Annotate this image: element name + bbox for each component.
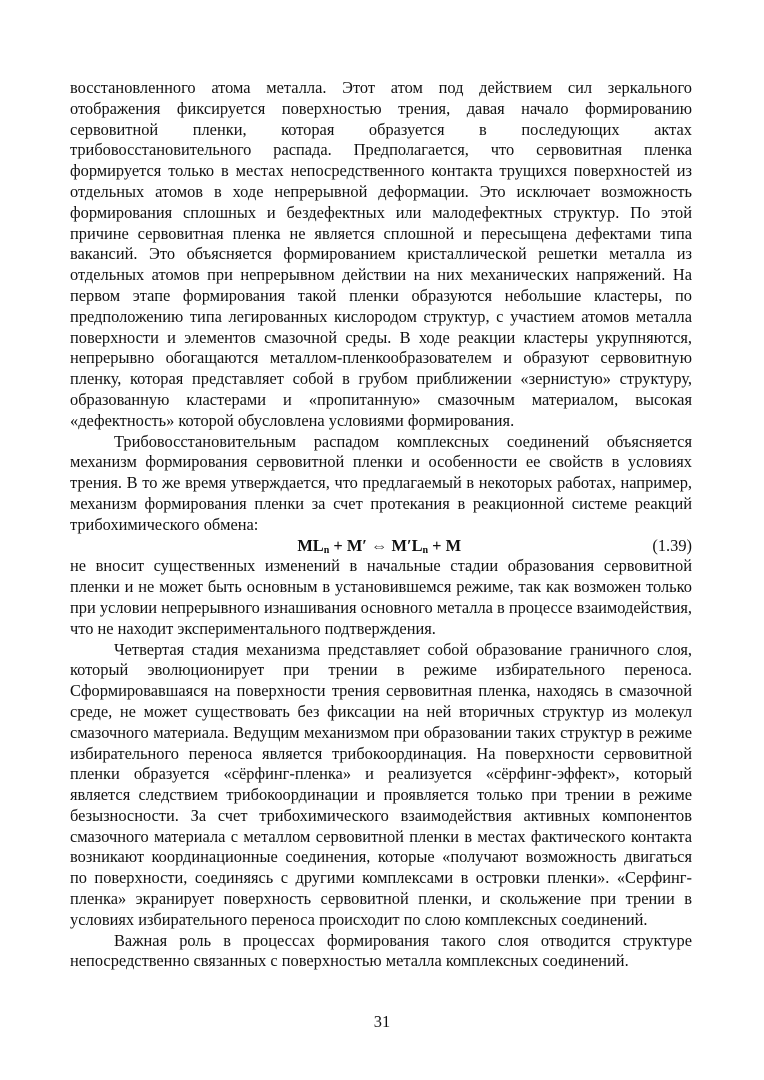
equation-number: (1.39) <box>652 535 692 555</box>
paragraph-structure-role: Важная роль в процессах формирования такого слоя отводится структуре непосредственно связанных с поверхностью металла комплексных соединений. <box>70 930 692 971</box>
paragraph-fourth-stage: Четвертая стадия механизма представляет собой образование граничного слоя, который эволюционирует при трении в режиме избирательного переноса. Сформировавшаяся на поверхности трения сервовитная пленка, находясь в смазочной среде, не может существовать без фиксации на ней вторичных структур из молекул смазочного материала. Ведущим механизмом при образовании таких структур в режиме избирательного переноса является трибокоординация. На поверхности сервовитной пленки образуется «сёрфинг-пленка» и реализуется «сёрфинг-эффект», который является следствием трибокоординации и проявляется только при трении в режиме безызносности. За счет трибохимического взаимодействия активных компонентов смазочного материала с металлом сервовитной пленки в местах фактического контакта возникают координационные соединения, которые «получают возможность двигаться по поверхности, соединяясь с другими комплексами в островки пленки». «Серфинг-пленка» экранирует поверхность сервовитной пленки, и скольжение при трении в условиях избирательного переноса происходит по слою комплексных соединений. <box>70 639 692 929</box>
body-text <box>70 78 692 972</box>
page-number: 31 <box>373 1012 391 1031</box>
paragraph-tribo-decay: Трибовосстановительным распадом комплексных соединений объясняется механизм формирования сервовитной пленки и особенности ее свойств в условиях трения. В то же время утверждается, что предлагаемый в некоторых работах, например, механизм формирования пленки за счет протекания в реакционной системе реакций трибохимического обмена: <box>70 431 692 534</box>
paragraph-continuation: восстановленного атома металла. Этот атом под действием сил зеркального отображения фиксируется поверхностью трения, давая начало формированию сервовитной пленки, которая образуется в последующих актах трибовосстановительного распада. Предполагается, что сервовитная пленка формируется только в местах непосредственного контакта трущихся поверхностей из отдельных атомов в ходе непрерывной деформации. Это исключает возможность формирования сплошных и бездефектных или малодефектных структур. По этой причине сервовитная пленка не является сплошной и пересыщена дефектами типа вакансий. Это объясняется формированием кристаллической решетки металла из отдельных атомов при непрерывном действии на них механических напряжений. На первом этапе формирования такой пленки образуются небольшие кластеры, по предположению типа легированных кислородом структур, с участием атомов металла поверхности и элементов смазочной среды. В ходе реакции кластеры укрупняются, непрерывно обогащаются металлом-пленкообразователем и образуют сервовитную пленку, которая представляет собой в грубом приближении «зернистую» структуру, образованную кластерами и «пропитанную» смазочным материалом, высокая «дефектность» которой обусловлена условиями формирования. <box>70 78 692 430</box>
equation-1-39 <box>70 536 692 557</box>
paragraph-after-equation: не вносит существенных изменений в начальные стадии образования сервовитной пленки и не может быть основным в установившемся режиме, так как возможен только при условии непрерывного изнашивания основного металла в процессе взаимодействия, что не находит экспериментального подтверждения. <box>70 556 692 638</box>
equation-expression: $ML_n + M'$ ⇔ $M'L_n + M$ <box>297 535 462 556</box>
